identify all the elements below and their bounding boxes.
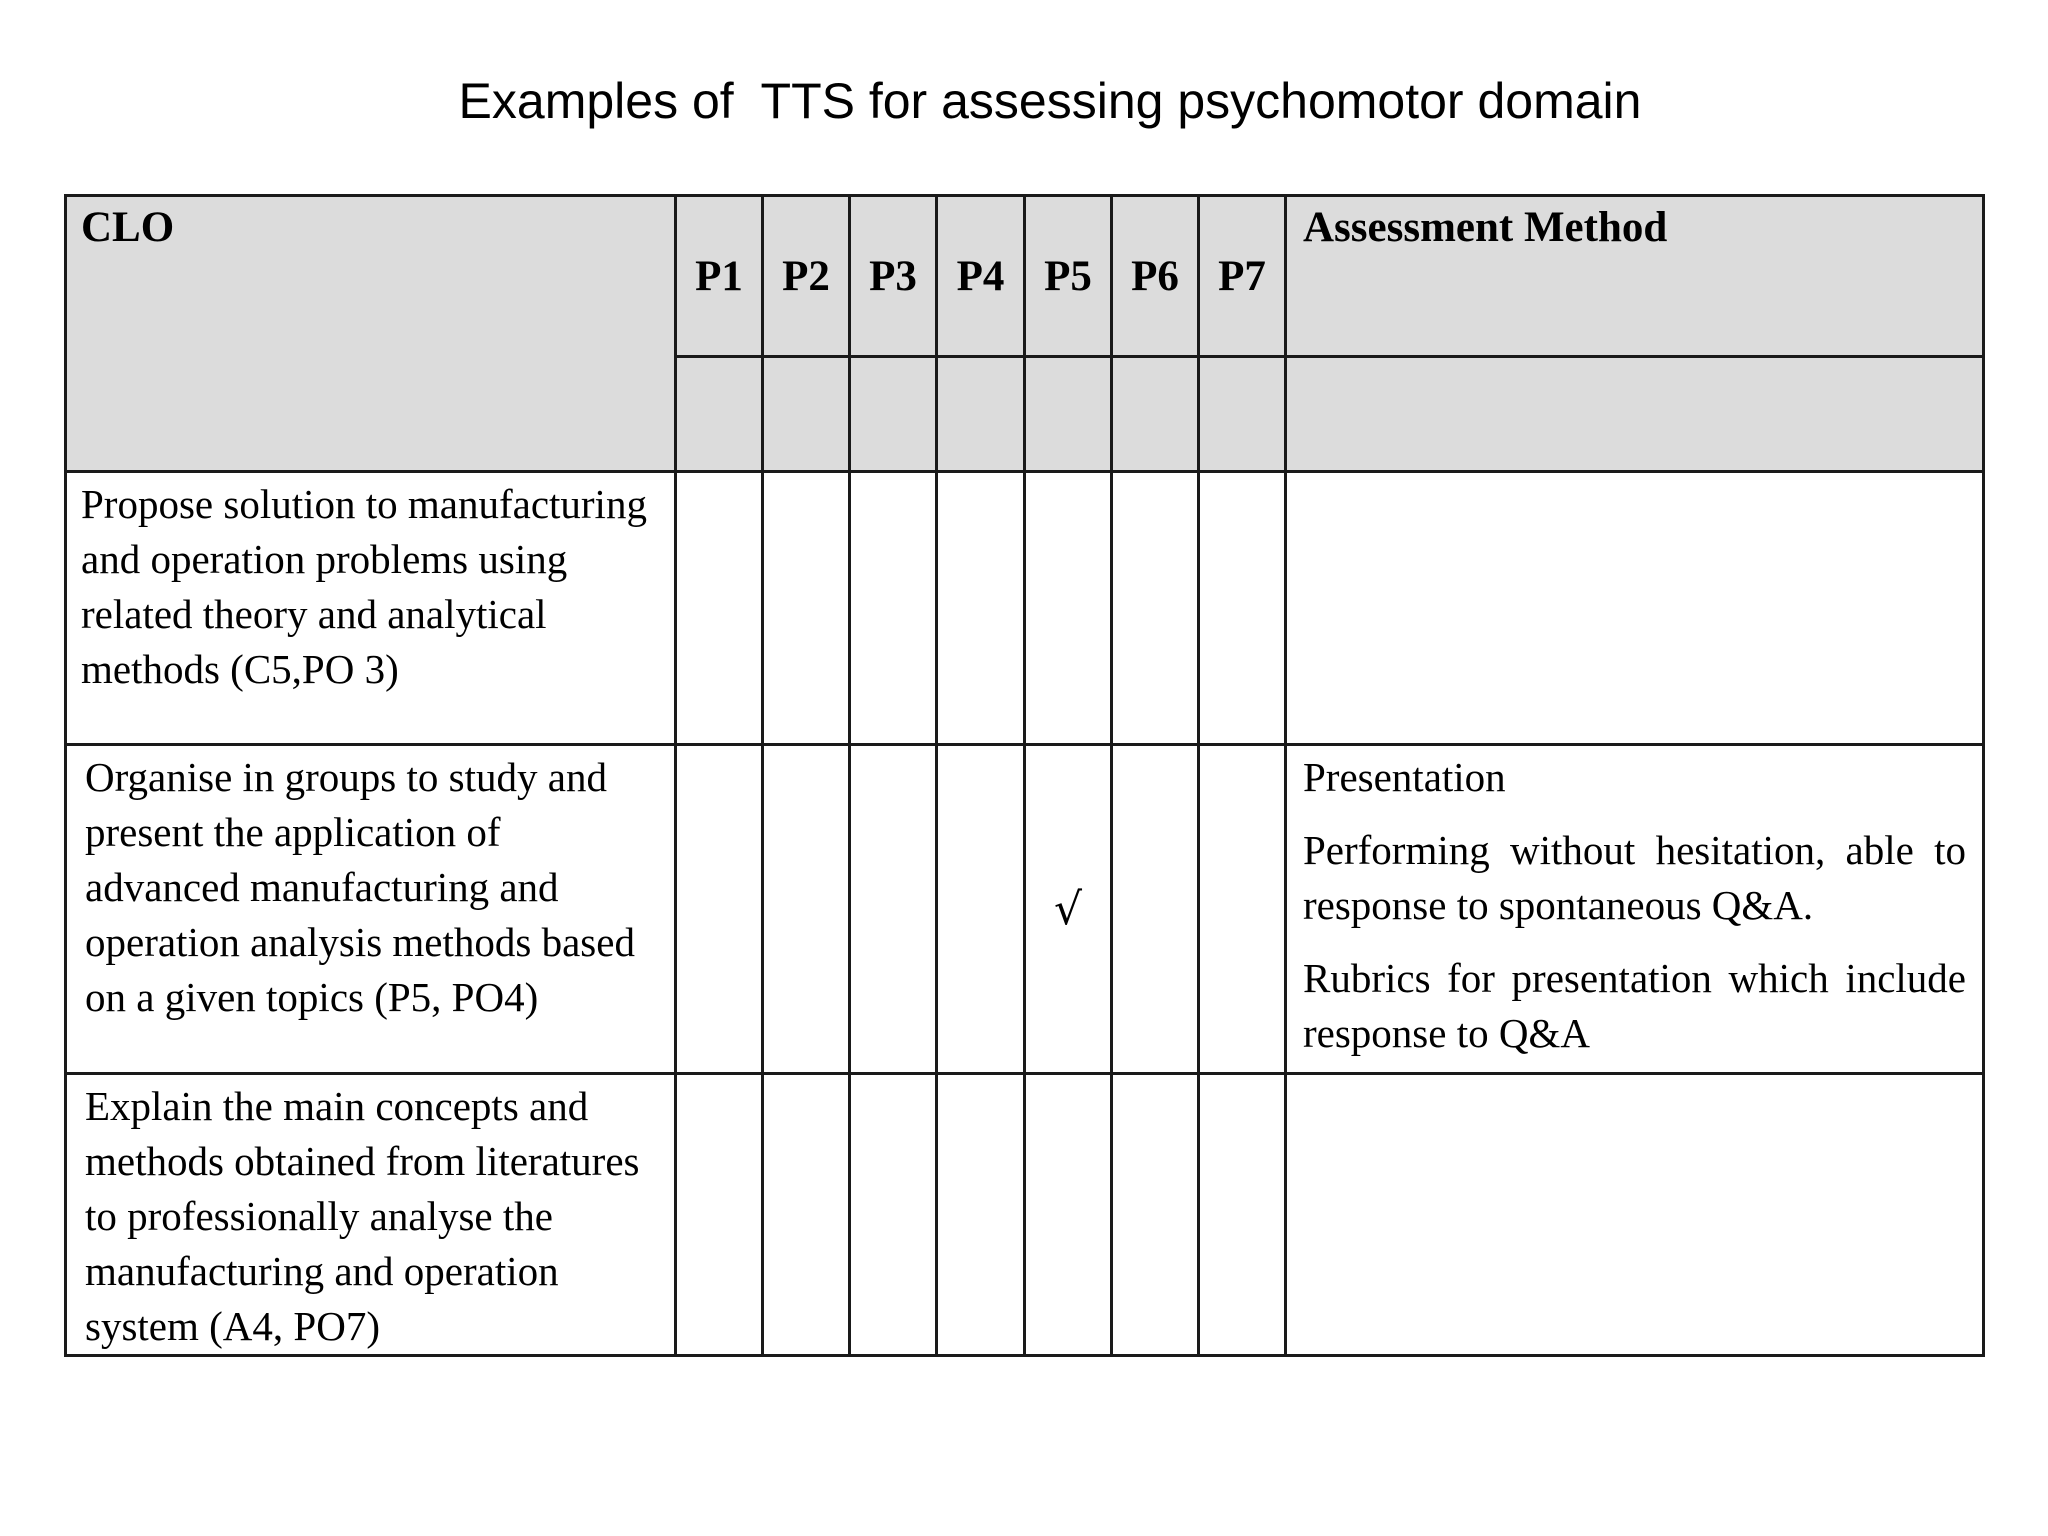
mark-cell-p4 [937, 745, 1025, 1074]
mark-cell-p7 [1199, 472, 1286, 745]
mark-cell-p5 [1025, 1074, 1112, 1356]
mark-cell-p3 [850, 745, 937, 1074]
mark-cell-p3 [850, 1074, 937, 1356]
assessment-cell [1286, 745, 1984, 1074]
table-row [66, 1074, 1984, 1356]
mark-cell-p6 [1112, 745, 1199, 1074]
assessment-rubric: Rubrics for presentation which include response to Q&A [1303, 955, 1966, 1056]
clo-cell: Propose solution to manufacturing and operation problems using related theory and analytical methods (C5,PO 3) [66, 472, 676, 745]
assessment-method-name: Presentation [1303, 754, 1506, 800]
mark-cell-p4 [937, 1074, 1025, 1356]
header-p5: P5 [1025, 196, 1112, 357]
mark-cell-p1 [676, 472, 763, 745]
mark-cell-p7 [1199, 1074, 1286, 1356]
clo-cell: Organise in groups to study and present the application of advanced manufacturing and operation analysis methods based on a given topics (P5, PO4) [66, 745, 676, 1074]
header-p2: P2 [763, 196, 850, 357]
header-sub-cell [763, 357, 850, 472]
slide-title: Examples of TTS for assessing psychomotor domain [458, 73, 1642, 129]
check-mark-p5: √ [1025, 745, 1112, 1074]
header-sub-cell [937, 357, 1025, 472]
header-p4: P4 [937, 196, 1025, 357]
clo-cell: Explain the main concepts and methods obtained from literatures to professionally analyse the manufacturing and operation system (A4, PO7) [66, 1074, 676, 1356]
header-p3: P3 [850, 196, 937, 357]
header-sub-cell [1199, 357, 1286, 472]
header-sub-cell [850, 357, 937, 472]
mark-cell-p2 [763, 472, 850, 745]
mark-cell-p7 [1199, 745, 1286, 1074]
header-clo: CLO [66, 196, 676, 472]
mark-cell-p2 [763, 1074, 850, 1356]
header-row [66, 196, 1984, 357]
header-p7: P7 [1199, 196, 1286, 357]
header-sub-cell [1286, 357, 1984, 472]
assessment-cell [1286, 472, 1984, 745]
header-sub-cell [1025, 357, 1112, 472]
mark-cell-p2 [763, 745, 850, 1074]
header-assessment-method: Assessment Method [1286, 196, 1984, 357]
header-sub-cell [1112, 357, 1199, 472]
mark-cell-p6 [1112, 472, 1199, 745]
mark-cell-p1 [676, 1074, 763, 1356]
assessment-criteria: Performing without hesitation, able to response to spontaneous Q&A. [1303, 827, 1966, 928]
header-p1: P1 [676, 196, 763, 357]
mark-cell-p5 [1025, 472, 1112, 745]
mark-cell-p4 [937, 472, 1025, 745]
mark-cell-p6 [1112, 1074, 1199, 1356]
tts-table [64, 194, 1985, 1357]
header-sub-cell [676, 357, 763, 472]
mark-cell-p1 [676, 745, 763, 1074]
assessment-cell [1286, 1074, 1984, 1356]
mark-cell-p3 [850, 472, 937, 745]
table-row [66, 745, 1984, 1074]
header-p6: P6 [1112, 196, 1199, 357]
table-row [66, 472, 1984, 745]
